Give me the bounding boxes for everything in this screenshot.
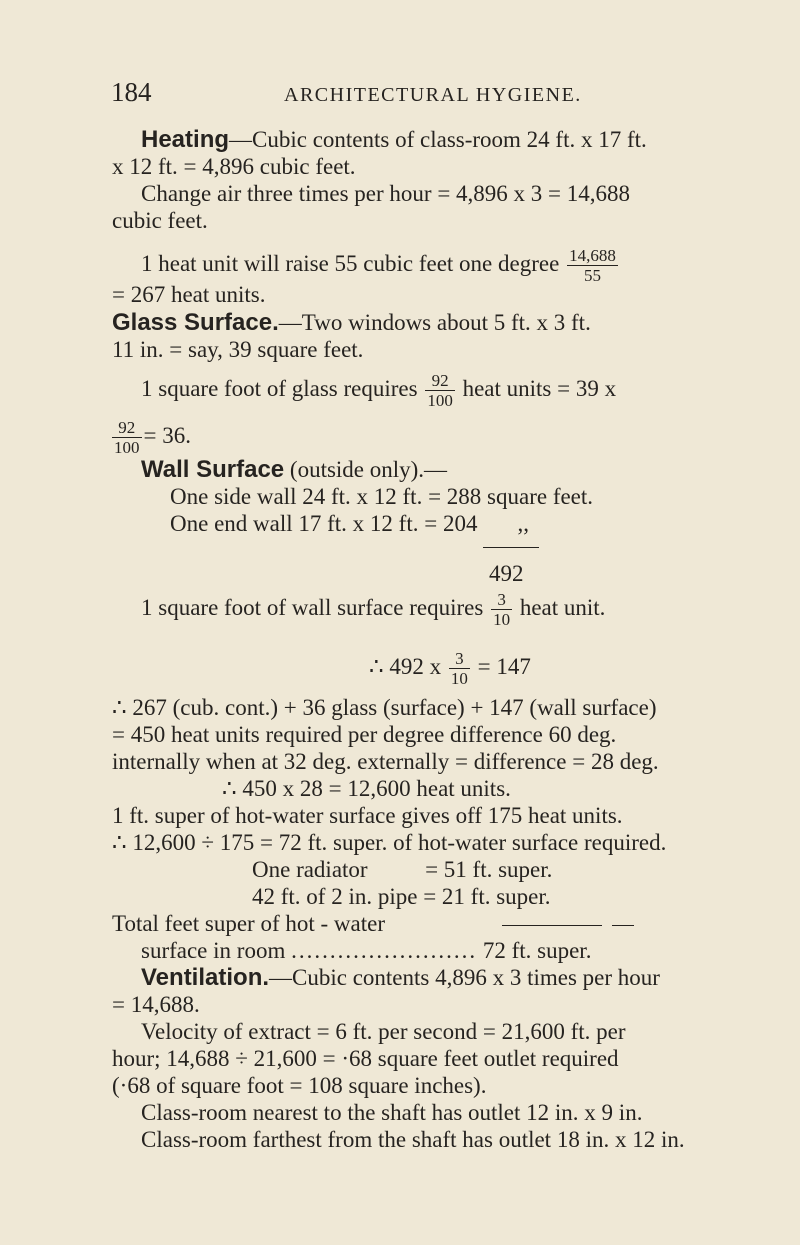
wall-fraction: $\frac{3}{10}$ bbox=[493, 590, 511, 629]
heating-fraction: $\frac{14,688}{55}$ bbox=[569, 246, 616, 285]
running-title: ARCHITECTURAL HYGIENE. bbox=[284, 84, 582, 106]
wall-line-4: ∴ 492 x $\frac{3}{10}$ = 147 bbox=[369, 649, 531, 688]
calc-line-9: Total feet super of hot - water bbox=[112, 911, 386, 936]
glass-heading: Glass Surface. bbox=[112, 309, 279, 336]
calc-line-4: ∴ 450 x 28 = 12,600 heat units. bbox=[222, 776, 511, 801]
glass-fraction-2: $\frac{92}{100}$ bbox=[114, 418, 140, 457]
calc-line-6: ∴ 12,600 ÷ 175 = 72 ft. super. of hot-water surface required. bbox=[112, 830, 667, 855]
heating-line-1: Heating—Cubic contents of class-room 24 ft. x 17 ft. bbox=[141, 126, 647, 153]
vent-line-1: Ventilation.—Cubic contents 4,896 x 3 times per hour bbox=[141, 964, 660, 991]
calc-line-5: 1 ft. super of hot-water surface gives off 175 heat units. bbox=[112, 803, 623, 828]
calc-line-10: surface in room ........................ 72 ft. super. bbox=[141, 938, 592, 963]
heating-line-6: = 267 heat units. bbox=[112, 282, 266, 307]
ventilation-heading: Ventilation. bbox=[141, 964, 270, 991]
heating-heading: Heating bbox=[141, 126, 230, 153]
total-rule-end bbox=[612, 925, 634, 926]
vent-line-7: Class-room farthest from the shaft has outlet 18 in. x 12 in. bbox=[141, 1127, 685, 1152]
glass-line-1: Glass Surface.—Two windows about 5 ft. x 3 ft. bbox=[112, 309, 591, 336]
glass-line-3: 1 square foot of glass requires $\frac{92}{100}$ heat units = 39 x bbox=[141, 371, 617, 410]
wall-heading: Wall Surface bbox=[141, 456, 285, 483]
heating-line-4: cubic feet. bbox=[112, 208, 208, 233]
wall-total: 492 bbox=[489, 561, 524, 586]
heating-line-2: x 12 ft. = 4,896 cubic feet. bbox=[112, 154, 356, 179]
calc-line-3: internally when at 32 deg. externally = difference = 28 deg. bbox=[112, 749, 659, 774]
heating-line-3: Change air three times per hour = 4,896 x 3 = 14,688 bbox=[141, 181, 631, 206]
calc-line-7: One radiator = 51 ft. super. bbox=[252, 857, 553, 882]
heating-line-5: 1 heat unit will raise 55 cubic feet one degree $\frac{14,688}{55}$ bbox=[141, 246, 616, 285]
vent-line-4: hour; 14,688 ÷ 21,600 = ·68 square feet outlet required bbox=[112, 1046, 619, 1071]
vent-line-3: Velocity of extract = 6 ft. per second = 21,600 ft. per bbox=[141, 1019, 626, 1044]
wall-line-1: One side wall 24 ft. x 12 ft. = 288 square feet. bbox=[170, 484, 594, 509]
vent-line-2: = 14,688. bbox=[112, 992, 200, 1017]
vent-line-6: Class-room nearest to the shaft has outlet 12 in. x 9 in. bbox=[141, 1100, 643, 1125]
vent-line-5: (·68 of square foot = 108 square inches). bbox=[112, 1073, 487, 1098]
calc-line-8: 42 ft. of 2 in. pipe = 21 ft. super. bbox=[252, 884, 551, 909]
wall-fraction-2: $\frac{3}{10}$ bbox=[450, 649, 468, 688]
wall-line-heading: Wall Surface (outside only).— bbox=[141, 456, 448, 483]
glass-line-4: $\frac{92}{100}$ = 36. bbox=[114, 418, 191, 457]
calc-line-1: ∴ 267 (cub. cont.) + 36 glass (surface) + 147 (wall surface) bbox=[112, 695, 657, 720]
glass-line-2: 11 in. = say, 39 square feet. bbox=[112, 337, 364, 362]
glass-fraction: $\frac{92}{100}$ bbox=[427, 371, 453, 410]
sum-rule bbox=[483, 547, 539, 548]
wall-line-2: One end wall 17 ft. x 12 ft. = 204 ,, bbox=[170, 511, 529, 536]
total-rule bbox=[502, 925, 602, 926]
calc-line-2: = 450 heat units required per degree difference 60 deg. bbox=[112, 722, 617, 747]
page-number: 184 bbox=[111, 77, 152, 107]
wall-line-3: 1 square foot of wall surface requires $\frac{3}{10}$ heat unit. bbox=[141, 590, 606, 629]
